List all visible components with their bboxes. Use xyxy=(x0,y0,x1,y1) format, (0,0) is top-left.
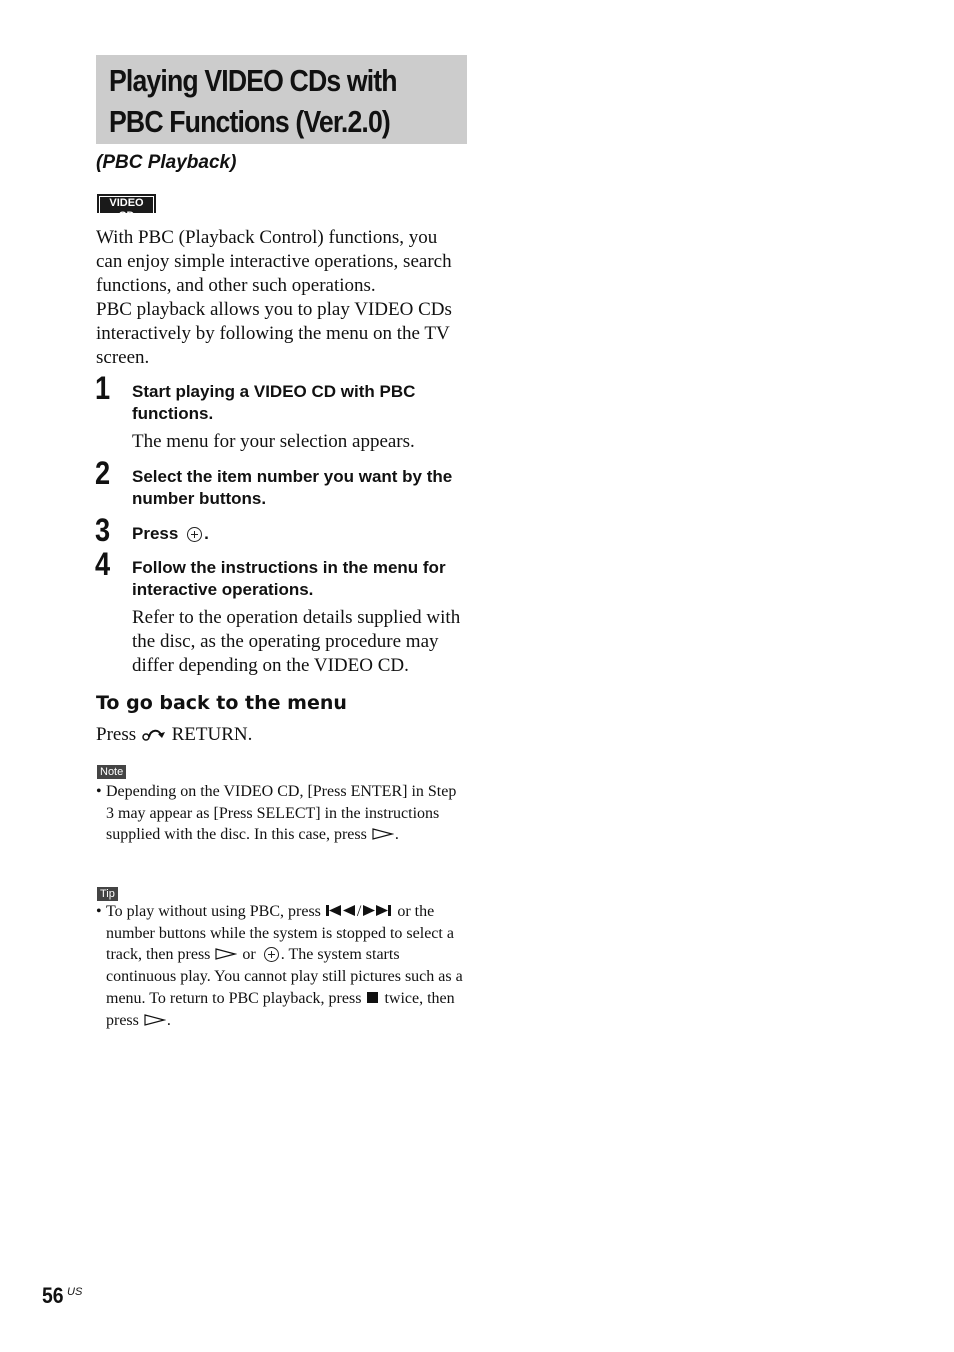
tip-text-c: . The system starts continuous play. You cannot play still pictures such as a menu. To return to PBC playback, press xyxy=(106,946,463,1007)
play-outline-icon xyxy=(215,948,237,960)
return-label: RETURN. xyxy=(171,724,253,745)
note-item xyxy=(96,781,468,846)
step-3-press-label: Press xyxy=(132,524,179,543)
page-title xyxy=(109,60,417,142)
tip-bullet: • xyxy=(96,903,102,920)
page-number: 56 xyxy=(42,1283,64,1308)
return-arrow-icon xyxy=(141,726,167,742)
title-line-2: PBC Functions (Ver.2.0) xyxy=(109,104,390,139)
video-cd-badge-label: VIDEO CD xyxy=(99,196,154,224)
tip-slash: / xyxy=(356,903,362,920)
prev-track-icon xyxy=(325,904,357,917)
tip-text-e: . xyxy=(166,1011,171,1029)
tip-text xyxy=(106,901,468,1031)
step-1-text: Start playing a VIDEO CD with PBC functions. xyxy=(132,382,416,423)
step-4-number: 4 xyxy=(95,546,111,582)
title-line-1: Playing VIDEO CDs with xyxy=(109,63,397,98)
tip-text-d: twice, then press xyxy=(106,989,455,1029)
note-text xyxy=(106,781,468,846)
tip-text-a: To play without using PBC, press xyxy=(106,903,321,920)
step-3-number: 3 xyxy=(95,512,111,548)
note-text-b: . xyxy=(394,826,399,844)
back-press-label: Press xyxy=(96,724,137,745)
step-3-text xyxy=(132,523,472,545)
note-bullet: • xyxy=(96,783,102,800)
video-cd-badge xyxy=(97,194,156,222)
page-number-suffix: US xyxy=(67,1286,83,1298)
tip-text-b: or the number buttons while the system is stopped to select a track, then press xyxy=(106,903,454,964)
next-track-icon xyxy=(361,904,393,917)
enter-circle-plus-icon xyxy=(264,947,279,962)
intro-paragraph-1: With PBC (Playback Control) functions, you can enjoy simple interactive operations, search functions, and other such operations. xyxy=(96,227,452,296)
step-4-body: Refer to the operation details supplied with the disc, as the operating procedure may differ depending on the VIDEO CD. xyxy=(132,607,461,676)
step-1-body: The menu for your selection appears. xyxy=(132,431,415,452)
enter-circle-plus-icon xyxy=(187,527,202,542)
play-outline-icon xyxy=(144,1014,166,1026)
step-4-text: Follow the instructions in the menu for interactive operations. xyxy=(132,558,446,599)
stop-square-icon xyxy=(367,992,378,1003)
title-box xyxy=(96,55,467,144)
step-3-suffix: . xyxy=(204,524,209,543)
tip-tag: Tip xyxy=(97,887,118,901)
step-2-text: Select the item number you want by the number buttons. xyxy=(132,467,453,508)
tip-item xyxy=(96,901,468,1031)
page-subtitle: (PBC Playback) xyxy=(96,152,237,173)
note-text-a: Depending on the VIDEO CD, [Press ENTER] in Step 3 may appear as [Press SELECT] in the instructions supplied with the disc. In this case, press xyxy=(106,783,457,844)
play-outline-icon xyxy=(372,828,394,840)
tip-or: or xyxy=(242,946,256,964)
step-2-number: 2 xyxy=(95,455,111,491)
intro-paragraph-2: PBC playback allows you to play VIDEO CDs interactively by following the menu on the TV screen. xyxy=(96,299,452,368)
back-to-menu-heading: To go back to the menu xyxy=(96,692,347,714)
step-1-number: 1 xyxy=(95,370,111,406)
back-to-menu-instruction xyxy=(96,723,468,747)
note-tag: Note xyxy=(97,765,126,779)
